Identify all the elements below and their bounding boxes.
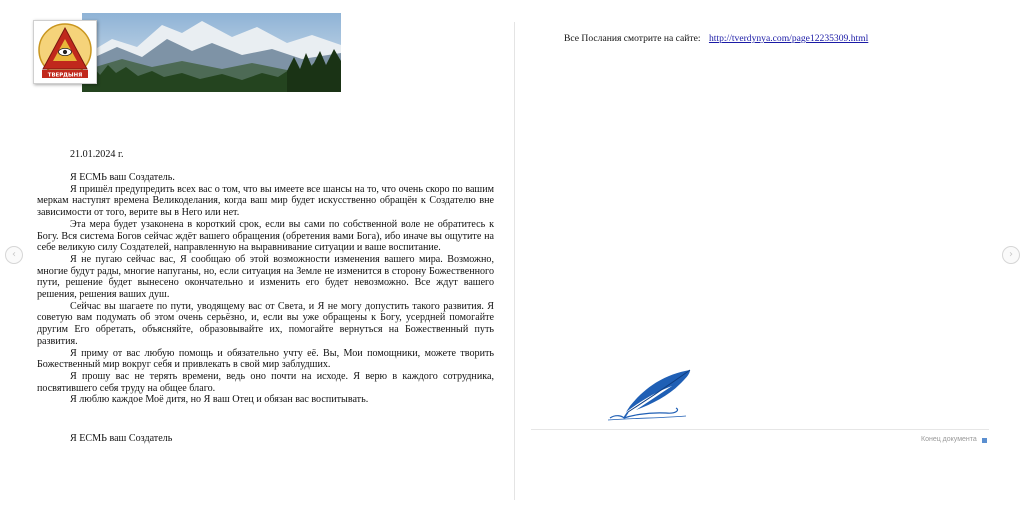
end-of-document-marker xyxy=(982,438,987,443)
site-link[interactable]: http://tverdynya.com/page12235309.html xyxy=(708,33,869,44)
chevron-right-icon: › xyxy=(1009,249,1013,260)
mountain-banner-image xyxy=(82,13,341,92)
letter-paragraph: Я не пугаю сейчас вас, Я сообщаю об этой возможности изменения вашего мира. Возможно, многие будут рады, многие напуганы, но, если ситуация на Земле не изменится в сторону Божественного пути, решение будет вынесено окончательно и изменить его будет невозможно. Все ждут вашего решения, решения ваших душ. xyxy=(37,253,494,301)
letter-paragraph: Я приму от вас любую помощь и обязательно учту её. Вы, Мои помощники, можете творить Божественный мир вокруг себя и привлекать в свой мир заблудших. xyxy=(37,347,494,371)
tverdynya-logo xyxy=(33,20,97,84)
letter-paragraph: Я прошу вас не терять времени, ведь оно почти на исходе. Я верю в каждого сотрудника, посвятившего себя труду на общее благо. xyxy=(37,370,494,394)
end-of-document-label: Конец документа xyxy=(921,436,977,443)
letter-signature: Я ЕСМЬ ваш Создатель xyxy=(70,433,173,444)
svg-text:ТВЕРДЫНЯ: ТВЕРДЫНЯ xyxy=(47,72,83,79)
letter-date: 21.01.2024 г. xyxy=(70,149,124,160)
previous-page-button[interactable] xyxy=(5,246,23,264)
quill-pen-icon xyxy=(606,366,698,422)
letter-paragraph: Эта мера будет узаконена в короткий срок, если вы сами по собственной воле не обратитесь к Богу. Вся система Богов сейчас ждёт вашего обращения (обретения вами Бога), ибо иначе вы ощутите на себе великую силу Создателей, направленную на выравнивание ситуации и ваше воспитание. xyxy=(37,218,494,254)
letter-paragraph: Сейчас вы шагаете по пути, уводящему вас от Света, и Я не могу допустить такого развития. Я советую вам подумать об этом очень серьёзно, и, если вы уже обращены к Богу, усердней помогайте другим Его обретать, объясняйте, образовывайте их, помогайте вернуться на Божественный путь развития. xyxy=(37,300,494,347)
chevron-left-icon: ‹ xyxy=(12,249,16,260)
letter-paragraph: Я ЕСМЬ ваш Создатель. xyxy=(70,172,175,183)
letter-paragraph: Я люблю каждое Моё дитя, но Я ваш Отец и обязан вас воспитывать. xyxy=(70,394,369,406)
site-reference-label: Все Послания смотрите на сайте: xyxy=(564,33,701,44)
letter-body xyxy=(37,172,494,406)
site-reference xyxy=(564,33,868,44)
letter-paragraph: Я пришёл предупредить всех вас о том, что вы имеете все шансы на то, что очень скоро по вашим меркам наступят времена Великоделания, когда ваш мир будет искусственно обращён к Создателю вне зависимости от того, верите вы в Него или нет. xyxy=(37,183,494,219)
end-of-document-rule xyxy=(531,429,989,430)
next-page-button[interactable] xyxy=(1002,246,1020,264)
